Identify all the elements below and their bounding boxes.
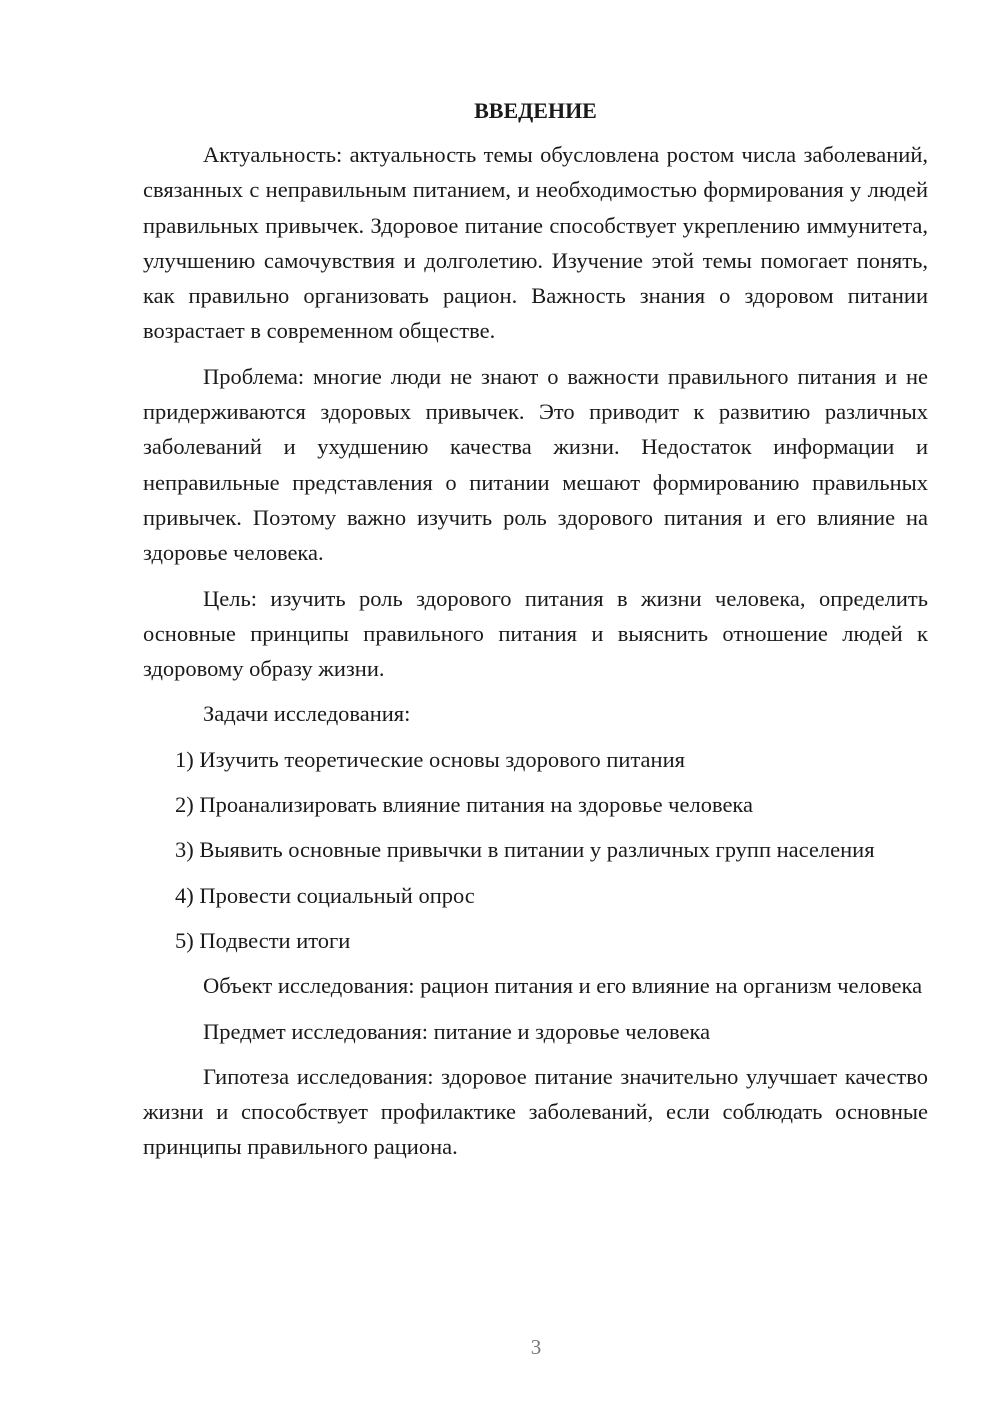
- task-item: 4) Провести социальный опрос: [175, 882, 475, 908]
- problem-paragraph: Проблема: многие люди не знают о важности правильного питания и не придерживаются здоровых привычек. Это приводит к развитию различных заболеваний и ухудшению качества жизни. Недостаток информации и неправильные представления о питании мешают формированию правильных привычек. Поэтому важно изучить роль здорового питания и его влияние на здоровье человека.: [143, 363, 928, 566]
- page-content: [143, 95, 928, 1175]
- hypothesis-paragraph: Гипотеза исследования: здоровое питание значительно улучшает качество жизни и способствует профилактике заболеваний, если соблюдать основные принципы правильного рациона.: [143, 1063, 928, 1160]
- task-item: 2) Проанализировать влияние питания на здоровье человека: [175, 792, 754, 818]
- object-paragraph: Объект исследования: рацион питания и его влияние на организм человека: [203, 973, 923, 999]
- goal-paragraph: Цель: изучить роль здорового питания в жизни человека, определить основные принципы правильного питания и выяснить отношение людей к здоровому образу жизни.: [143, 585, 928, 682]
- subject-paragraph: Предмет исследования: питание и здоровье человека: [203, 1018, 711, 1044]
- tasks-heading: Задачи исследования:: [203, 701, 411, 727]
- page-number: 3: [530, 1335, 542, 1359]
- task-item: 3) Выявить основные привычки в питании у различных групп населения: [175, 837, 875, 863]
- relevance-paragraph: Актуальность: актуальность темы обусловлена ростом числа заболеваний, связанных с неправильным питанием, и необходимостью формирования у людей правильных привычек. Здоровое питание способствует укреплению иммунитета, улучшению самочувствия и долголетию. Изучение этой темы помогает понять, как правильно организовать рацион. Важность знания о здоровом питании возрастает в современном обществе.: [143, 142, 928, 344]
- task-item: 5) Подвести итоги: [175, 927, 351, 953]
- task-item: 1) Изучить теоретические основы здорового питания: [175, 746, 685, 772]
- section-title: ВВЕДЕНИЕ: [474, 98, 597, 123]
